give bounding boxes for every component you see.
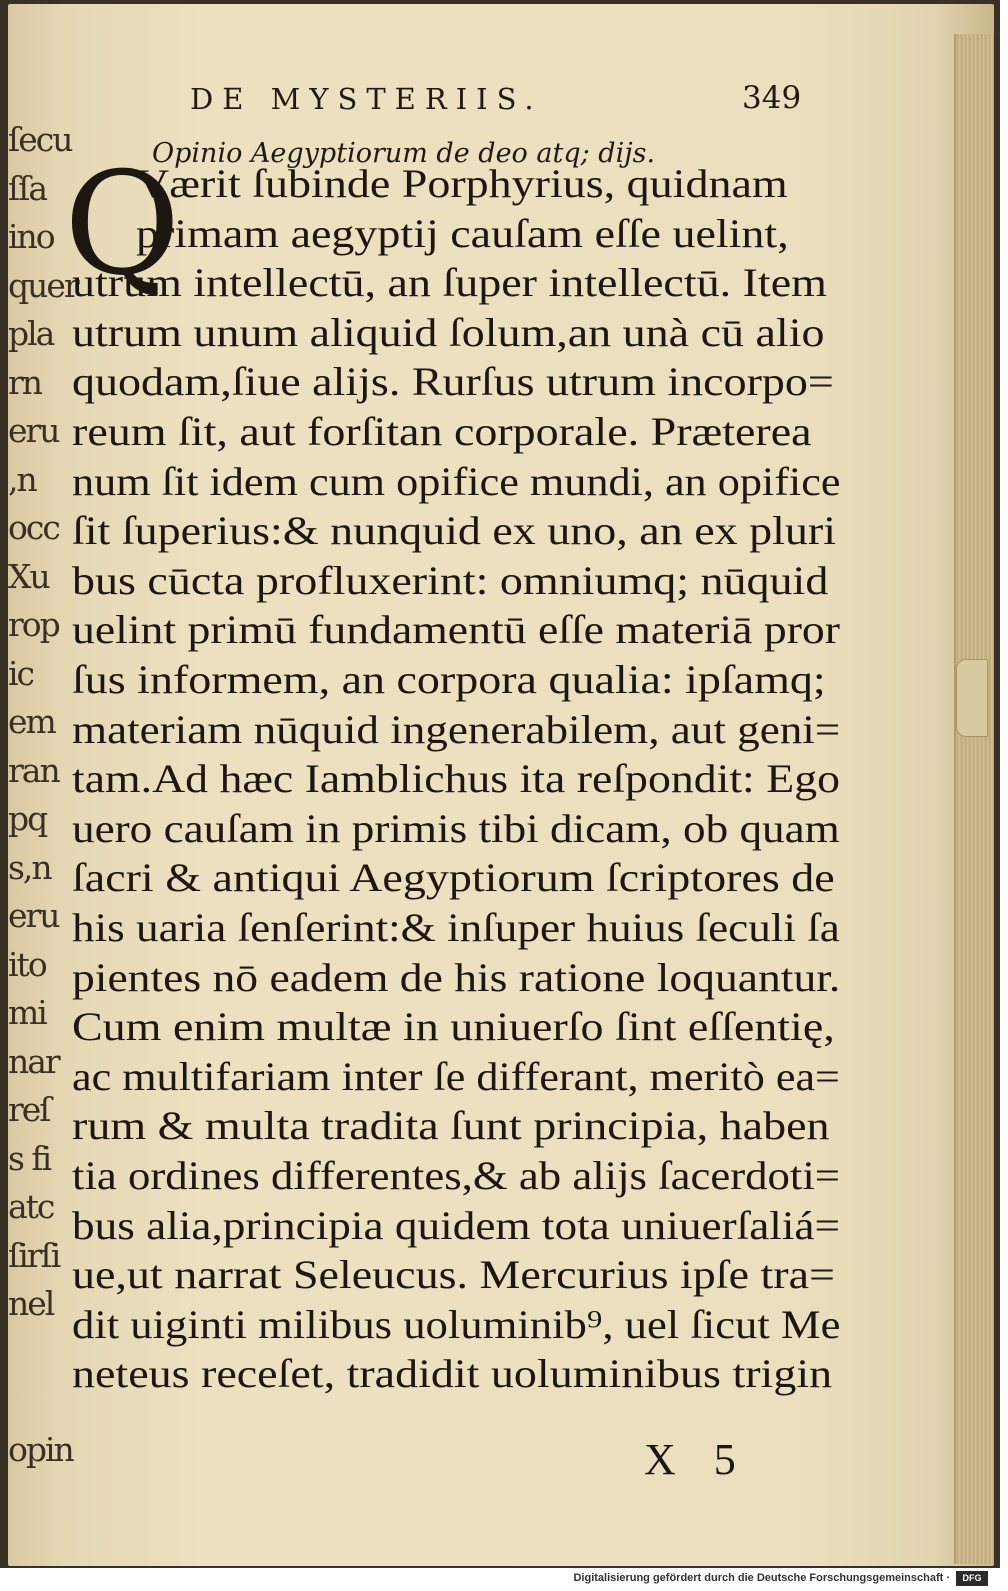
section-heading: Opinio Aegyptiorum de deo atq; dijs. bbox=[152, 138, 656, 169]
text-line: Cum enim multæ in uniuerſo ſint eſſentię, bbox=[72, 1004, 835, 1050]
fragment-line: ſecu bbox=[8, 120, 72, 159]
fragment-line: quer bbox=[8, 265, 78, 305]
running-head: DE MYSTERIIS. bbox=[190, 82, 543, 116]
footer-credit: Digitalisierung gefördert durch die Deutsche Forschungsgemeinschaft · bbox=[573, 1572, 950, 1584]
fragment-line bbox=[8, 1377, 42, 1426]
book-page bbox=[8, 4, 994, 1566]
fragment-line: s,n bbox=[8, 847, 51, 887]
fragment-line: s fi bbox=[8, 1138, 51, 1178]
signature-number: 5 bbox=[713, 1435, 736, 1484]
fragment-line: rn bbox=[8, 362, 42, 402]
text-line: bus alia,principia quidem tota uniuerſaliá= bbox=[72, 1202, 841, 1248]
page-number: 349 bbox=[742, 80, 802, 116]
signature-mark bbox=[644, 1434, 736, 1485]
fragment-line: reſ bbox=[8, 1090, 50, 1129]
signature-letter: X bbox=[644, 1435, 676, 1484]
fragment-line: rop bbox=[8, 605, 59, 644]
text-line: utrum intellectū, an ſuper intellectū. Item bbox=[72, 260, 827, 306]
text-line: primam aegyptij cauſam eſſe uelint, bbox=[136, 210, 789, 256]
drop-cap: Q bbox=[64, 142, 181, 307]
fragment-line: ſſa bbox=[8, 168, 47, 208]
text-line: dit uiginti milibus uoluminib⁹, uel ſicut Me bbox=[72, 1301, 841, 1347]
dfg-logo: DFG bbox=[956, 1571, 988, 1586]
fragment-line: ,n bbox=[8, 459, 36, 499]
facing-page-fragments bbox=[8, 116, 78, 1474]
text-line: quodam,ſiue alijs. Rurſus utrum incorpo= bbox=[72, 359, 834, 405]
fragment-line: mi bbox=[8, 993, 46, 1032]
text-line: bus cūcta profluxerint: omniumq; nūquid bbox=[72, 557, 829, 603]
fragment-line: nar bbox=[8, 1041, 59, 1081]
fragment-line: ino bbox=[8, 217, 54, 256]
fragment-line: atc bbox=[8, 1187, 54, 1226]
text-line: rum & multa tradita ſunt principia, haben bbox=[72, 1103, 830, 1149]
page-tab bbox=[956, 659, 988, 737]
fragment-line: Xu bbox=[8, 556, 49, 596]
text-line: tia ordines differentes,& ab alijs ſacerdoti= bbox=[72, 1153, 841, 1198]
fragment-line: pla bbox=[8, 314, 54, 353]
text-line: materiam nūquid ingenerabilem, aut geni= bbox=[72, 706, 841, 752]
fragment-line: ran bbox=[8, 750, 59, 790]
text-line: neteus receſet, tradidit uoluminibus trigin bbox=[72, 1351, 833, 1397]
fragment-line: eru bbox=[8, 411, 59, 450]
text-line: num ſit idem cum opifice mundi, an opifice bbox=[72, 458, 841, 504]
text-line: Værit ſubinde Porphyrius, quidnam bbox=[136, 161, 788, 206]
fragment-line: ic bbox=[8, 653, 34, 693]
fragment-line: occ bbox=[8, 508, 59, 547]
fragment-line: pq bbox=[8, 799, 47, 838]
text-line: utrum unum aliquid ſolum,an unà cū alio bbox=[72, 309, 825, 355]
fragment-line bbox=[8, 1329, 42, 1378]
text-line: ac multifariam inter ſe differant, meritò ea= bbox=[72, 1053, 840, 1099]
text-line: tam.Ad hæc Iamblichus ita reſpondit: Ego bbox=[72, 756, 840, 802]
text-line: uelint primū fundamentū eſſe materiā pror bbox=[72, 607, 841, 653]
text-line: ſus informem, an corpora qualia: ipſamq; bbox=[72, 657, 826, 702]
text-line: uero cauſam in primis tibi dicam, ob quam bbox=[72, 805, 840, 851]
fragment-line: opin bbox=[8, 1429, 73, 1469]
text-line: reum ſit, aut forſitan corporale. Præterea bbox=[72, 409, 812, 454]
page-edge bbox=[954, 34, 994, 1564]
text-line: ſacri & antiqui Aegyptiorum ſcriptores de bbox=[72, 855, 835, 901]
fragment-line: ſirſi bbox=[8, 1235, 60, 1275]
text-line: pientes nō eadem de his ratione loquantur. bbox=[72, 954, 841, 1000]
fragment-line: ito bbox=[8, 944, 46, 984]
text-line: his uaria ſenſerint:& inſuper huius ſeculi ſa bbox=[72, 905, 840, 950]
fragment-line: nel bbox=[8, 1284, 54, 1323]
text-line: ue,ut narrat Seleucus. Mercurius ipſe tra= bbox=[72, 1252, 835, 1298]
fragment-line: eru bbox=[8, 896, 59, 935]
fragment-line: em bbox=[8, 702, 55, 741]
text-line: ſit ſuperius:& nunquid ex uno, an ex pluri bbox=[72, 508, 837, 554]
footer bbox=[0, 1568, 1000, 1591]
